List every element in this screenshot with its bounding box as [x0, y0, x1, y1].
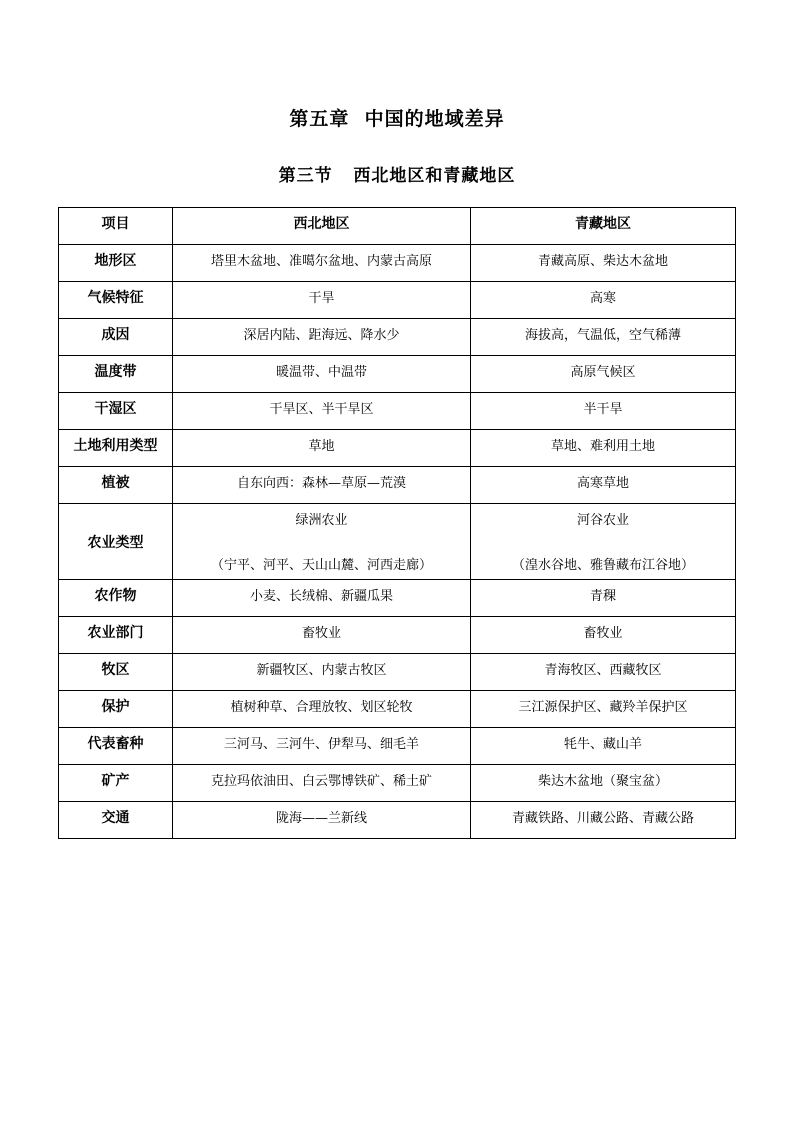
northwest-agri-note: （宁平、河平、天山山麓、河西走廊）	[210, 558, 432, 573]
northwest-cell	[173, 504, 471, 580]
section-title: 第三节 西北地区和青藏地区	[278, 166, 516, 186]
qingzang-cell: 草地、难利用土地	[471, 430, 736, 467]
northwest-cell: 小麦、长绒棉、新疆瓜果	[173, 580, 471, 617]
northwest-cell: 畜牧业	[173, 617, 471, 654]
table-row	[59, 504, 736, 580]
table-row	[59, 802, 736, 839]
qingzang-cell: 青藏铁路、川藏公路、青藏公路	[471, 802, 736, 839]
table-row	[59, 617, 736, 654]
qingzang-agri-type: 河谷农业	[576, 513, 629, 528]
qingzang-cell: 牦牛、藏山羊	[471, 728, 736, 765]
table-row	[59, 319, 736, 356]
table-row	[59, 580, 736, 617]
header-qingzang: 青藏地区	[471, 208, 736, 245]
northwest-cell: 克拉玛依油田、白云鄂博铁矿、稀土矿	[173, 765, 471, 802]
qingzang-cell	[471, 504, 736, 580]
row-label: 农业类型	[59, 504, 173, 580]
row-label: 牧区	[59, 654, 173, 691]
northwest-cell: 塔里木盆地、准噶尔盆地、内蒙古高原	[173, 245, 471, 282]
table-row	[59, 430, 736, 467]
table-row	[59, 765, 736, 802]
row-label: 气候特征	[59, 282, 173, 319]
row-label: 交通	[59, 802, 173, 839]
qingzang-cell: 高原气候区	[471, 356, 736, 393]
row-label: 保护	[59, 691, 173, 728]
northwest-cell: 自东向西：森林—草原—荒漠	[173, 467, 471, 504]
northwest-cell: 三河马、三河牛、伊犁马、细毛羊	[173, 728, 471, 765]
table-row	[59, 356, 736, 393]
table-row	[59, 245, 736, 282]
header-item: 项目	[59, 208, 173, 245]
qingzang-cell: 畜牧业	[471, 617, 736, 654]
row-label: 土地利用类型	[59, 430, 173, 467]
row-label: 植被	[59, 467, 173, 504]
chapter-title: 第五章 中国的地域差异	[289, 108, 505, 130]
qingzang-agri-note: （湟水谷地、雅鲁藏布江谷地）	[511, 558, 694, 573]
table-row	[59, 467, 736, 504]
row-label: 温度带	[59, 356, 173, 393]
table-row	[59, 654, 736, 691]
northwest-agri-type: 绿洲农业	[295, 513, 348, 528]
northwest-cell: 干旱	[173, 282, 471, 319]
qingzang-cell: 高寒	[471, 282, 736, 319]
qingzang-cell: 半干旱	[471, 393, 736, 430]
northwest-cell: 深居内陆、距海远、降水少	[173, 319, 471, 356]
qingzang-cell: 高寒草地	[471, 467, 736, 504]
table-header-row	[59, 208, 736, 245]
row-label: 农业部门	[59, 617, 173, 654]
qingzang-cell: 三江源保护区、藏羚羊保护区	[471, 691, 736, 728]
northwest-cell: 植树种草、合理放牧、划区轮牧	[173, 691, 471, 728]
table-row	[59, 691, 736, 728]
row-label: 矿产	[59, 765, 173, 802]
table-row	[59, 282, 736, 319]
row-label: 地形区	[59, 245, 173, 282]
header-northwest: 西北地区	[173, 208, 471, 245]
northwest-cell: 干旱区、半干旱区	[173, 393, 471, 430]
northwest-cell: 陇海——兰新线	[173, 802, 471, 839]
qingzang-cell: 青海牧区、西藏牧区	[471, 654, 736, 691]
qingzang-cell: 柴达木盆地（聚宝盆）	[471, 765, 736, 802]
qingzang-cell: 青藏高原、柴达木盆地	[471, 245, 736, 282]
northwest-cell: 新疆牧区、内蒙古牧区	[173, 654, 471, 691]
row-label: 成因	[59, 319, 173, 356]
table-row	[59, 728, 736, 765]
qingzang-cell: 海拔高，气温低，空气稀薄	[471, 319, 736, 356]
comparison-table	[58, 207, 736, 839]
qingzang-cell: 青稞	[471, 580, 736, 617]
row-label: 干湿区	[59, 393, 173, 430]
row-label: 农作物	[59, 580, 173, 617]
row-label: 代表畜种	[59, 728, 173, 765]
northwest-cell: 草地	[173, 430, 471, 467]
table-row	[59, 393, 736, 430]
northwest-cell: 暖温带、中温带	[173, 356, 471, 393]
